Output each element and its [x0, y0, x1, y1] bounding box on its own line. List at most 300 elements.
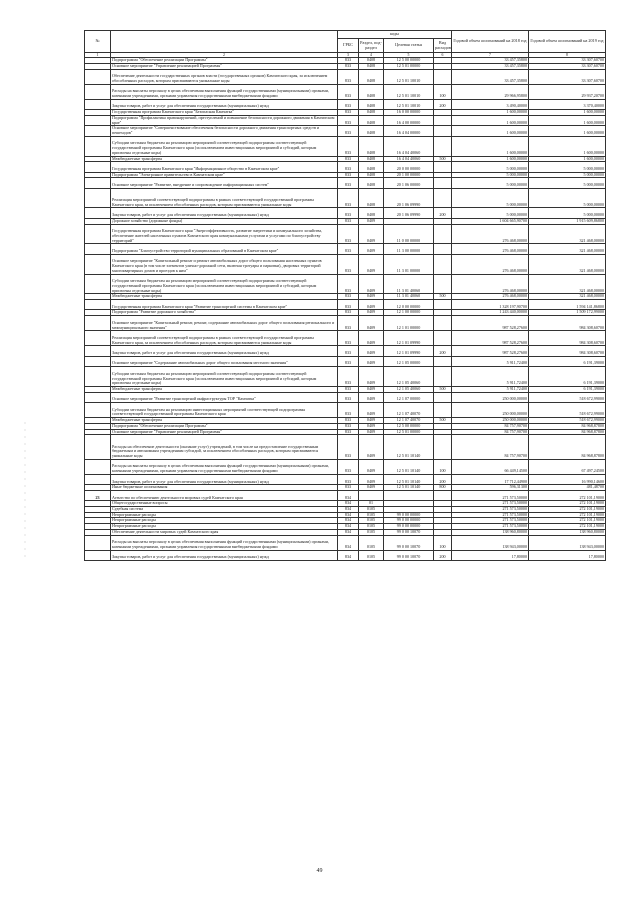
- row-value-2018: 276 468,00000: [452, 254, 529, 274]
- row-grbs: 833: [338, 162, 359, 172]
- row-value-2019: 272 101,19000: [529, 512, 606, 518]
- row-value-2019: 84 968,87800: [529, 429, 606, 435]
- row-type: [434, 316, 452, 331]
- row-target: 20 0 00 00000: [384, 162, 434, 172]
- row-type: 200: [434, 208, 452, 218]
- row-number: [85, 244, 111, 254]
- row-target: 20 1 00 00000: [384, 172, 434, 178]
- row-name: Подпрограмма "Электронное правительство в Камчатском крае": [111, 172, 338, 178]
- row-target: 12 1 07 40070: [384, 418, 434, 424]
- row-number: [85, 459, 111, 474]
- row-target: 99 0 00 00000: [384, 512, 434, 518]
- row-name: Субсидии местным бюджетам на реализацию мероприятий соответствующей подпрограммы соответствующей государственной программы Камчатского края (за исключением инвестиционных мероприятий и субсидий, которым присвоены отдельные коды): [111, 274, 338, 294]
- row-name: Субсидии местным бюджетам на реализацию мероприятий соответствующей подпрограммы соответствующей государственной программы Камчатского края (за исключением инвестиционных мероприятий и субсидий, которым присвоены отдельные коды): [111, 136, 338, 156]
- row-name: Закупка товаров, работ и услуг для обеспечения государственных (муниципальных) нужд: [111, 346, 338, 356]
- table-row: [85, 84, 606, 99]
- row-value-2018: 29 966,95800: [452, 84, 529, 99]
- row-name: Расходы на выплаты персоналу в целях обеспечения выполнения функций государственными (муниципальными) органами, казенными учреждениями, органами управления государственными внебюджетными фондами: [111, 459, 338, 474]
- row-value-2018: 1 604 665,90700: [452, 218, 529, 224]
- row-section: 0409: [359, 386, 384, 392]
- row-number: [85, 356, 111, 366]
- row-value-2018: 271 573,50000: [452, 518, 529, 524]
- table-row: [85, 208, 606, 218]
- row-type: [434, 115, 452, 125]
- table-header: [85, 31, 606, 58]
- row-value-2018: 1 600,00000: [452, 156, 529, 162]
- row-grbs: 833: [338, 254, 359, 274]
- row-section: 0408: [359, 58, 384, 64]
- row-value-2018: 271 573,50000: [452, 507, 529, 513]
- row-value-2019: 1 600,00000: [529, 126, 606, 136]
- row-value-2018: 596,31300: [452, 485, 529, 491]
- row-value-2018: 5 911,72400: [452, 367, 529, 387]
- row-section: 0409: [359, 392, 384, 402]
- table-row: [85, 254, 606, 274]
- row-name: Межбюджетные трансферты: [111, 294, 338, 300]
- row-name: Судебная система: [111, 507, 338, 513]
- row-value-2019: 1 594 141,86800: [529, 300, 606, 310]
- budget-table: [84, 30, 606, 561]
- row-value-2019: 272 101,19000: [529, 501, 606, 507]
- row-number: [85, 346, 111, 356]
- row-section: 0409: [359, 356, 384, 366]
- table-row: [85, 126, 606, 136]
- header-section: Раздел, под-раздел: [359, 39, 384, 53]
- row-section: 0409: [359, 485, 384, 491]
- row-type: 200: [434, 550, 452, 560]
- row-value-2019: 5 000,00000: [529, 208, 606, 218]
- row-value-2019: 5 000,00000: [529, 178, 606, 188]
- row-target: 12 5 01 10010: [384, 99, 434, 109]
- row-grbs: 833: [338, 459, 359, 474]
- row-number: [85, 178, 111, 188]
- index-cell: 4: [359, 53, 384, 58]
- row-value-2019: 1 915 609,86800: [529, 218, 606, 224]
- row-name: Подпрограмма "Обеспечение реализации Программы": [111, 423, 338, 429]
- row-value-2018: 17,80000: [452, 550, 529, 560]
- row-section: 0409: [359, 403, 384, 418]
- row-name: Субсидии местным бюджетам на реализацию мероприятий соответствующей подпрограммы соответствующей государственной программы Камчатского края (за исключением инвестиционных мероприятий и субсидий, которым присвоены отдельные коды): [111, 367, 338, 387]
- table-row: [85, 474, 606, 484]
- row-value-2018: 1 328 197,90700: [452, 300, 529, 310]
- index-cell: 8: [529, 53, 606, 58]
- row-name: Закупка товаров, работ и услуг для обеспечения государственных (муниципальных) нужд: [111, 99, 338, 109]
- row-value-2018: 1 600,00000: [452, 110, 529, 116]
- row-grbs: 833: [338, 244, 359, 254]
- row-type: 200: [434, 99, 452, 109]
- row-section: 0105: [359, 512, 384, 518]
- row-grbs: 833: [338, 423, 359, 429]
- row-value-2018: 271 573,50000: [452, 501, 529, 507]
- row-value-2019: 272 101,19000: [529, 524, 606, 530]
- row-grbs: 833: [338, 485, 359, 491]
- row-type: [434, 162, 452, 172]
- row-type: [434, 300, 452, 310]
- row-number: [85, 550, 111, 560]
- row-section: 0408: [359, 162, 384, 172]
- row-type: [434, 244, 452, 254]
- row-name: Общегосударственные вопросы: [111, 501, 338, 507]
- row-name: Основное мероприятие "Управление реализацией Программы": [111, 63, 338, 69]
- row-name: Обеспечение деятельности государственных органов власти (государственных органов) Камчатского края, за исключением обособленных расходов, которым присваиваются уникальные коды: [111, 69, 338, 84]
- row-name: Расходы на обеспечение деятельности (оказание услуг) учреждений, в том числе на предоставление государственным бюджетным и автономным учреждениям субсидий, за исключением обособленных расходов, которым присваиваются уникальные коды: [111, 435, 338, 460]
- row-grbs: 833: [338, 156, 359, 162]
- row-number: [85, 474, 111, 484]
- row-value-2019: 1 600,00000: [529, 110, 606, 116]
- row-number: [85, 224, 111, 244]
- row-target: 16 4 04 00000: [384, 126, 434, 136]
- row-section: 0105: [359, 524, 384, 530]
- header-2018: Годовой объем ассигнований на 2018 год: [452, 31, 529, 53]
- row-target: 12 1 07 40070: [384, 403, 434, 418]
- row-type: [434, 356, 452, 366]
- row-name: Основное мероприятие "Капитальный ремонт, ремонт, содержание автомобильных дорог общего пользования регионального и межмуниципального значения": [111, 316, 338, 331]
- row-target: 12 1 01 00000: [384, 316, 434, 331]
- row-name: Государственная программа Камчатского края "Информационное общество в Камчатском крае": [111, 162, 338, 172]
- header-grbs: ГРБС: [338, 39, 359, 53]
- row-grbs: 833: [338, 346, 359, 356]
- row-grbs: 833: [338, 126, 359, 136]
- row-value-2018: 276 468,00000: [452, 244, 529, 254]
- table-row: [85, 274, 606, 294]
- row-name: Основное мероприятие "Управление реализацией Программы": [111, 429, 338, 435]
- row-name: Дорожное хозяйство (дорожные фонды): [111, 218, 338, 224]
- row-section: 0408: [359, 136, 384, 156]
- row-target: 20 1 06 09990: [384, 208, 434, 218]
- table-row: [85, 162, 606, 172]
- row-value-2019: 3 370,40000: [529, 99, 606, 109]
- row-name: Государственная программа Камчатского края "Безопасная Камчатка": [111, 110, 338, 116]
- row-target: 12 5 01 00000: [384, 429, 434, 435]
- row-number: [85, 535, 111, 550]
- table-row: [85, 490, 606, 500]
- row-section: 0408: [359, 208, 384, 218]
- row-value-2019: 1 509 172,99000: [529, 310, 606, 316]
- table-row: [85, 136, 606, 156]
- row-name: Подпрограмма "Развитие дорожного хозяйства": [111, 310, 338, 316]
- row-grbs: 833: [338, 294, 359, 300]
- row-grbs: 833: [338, 356, 359, 366]
- row-value-2019: 321 468,00000: [529, 244, 606, 254]
- row-grbs: 833: [338, 63, 359, 69]
- row-section: 0409: [359, 429, 384, 435]
- row-name: Реализация мероприятий соответствующей подпрограммы в рамках соответствующей государственной программы Камчатского края, за исключением обособленных расходов, которым присваиваются уникальные коды: [111, 331, 338, 346]
- row-name: Непрограммные расходы: [111, 524, 338, 530]
- row-section: 0408: [359, 69, 384, 84]
- row-value-2019: 272 101,19000: [529, 518, 606, 524]
- row-type: 100: [434, 459, 452, 474]
- row-grbs: 833: [338, 218, 359, 224]
- header-2019: Годовой объем ассигнований на 2019 год: [529, 31, 606, 53]
- row-name: Иные бюджетные ассигнования: [111, 485, 338, 491]
- row-grbs: 833: [338, 224, 359, 244]
- row-type: 500: [434, 418, 452, 424]
- row-grbs: 834: [338, 550, 359, 560]
- page-number: 49: [316, 868, 323, 874]
- budget-table-page: [84, 30, 605, 561]
- row-name: Государственная программа Камчатского края "Энергоэффективность, развитие энергетики и коммунального хозяйства, обеспечение жителей населенных пунктов Камчатского края коммунальными услугами и услугами по благоустройству территорий": [111, 224, 338, 244]
- row-grbs: 833: [338, 110, 359, 116]
- row-grbs: 834: [338, 529, 359, 535]
- row-name: Межбюджетные трансферты: [111, 156, 338, 162]
- index-cell: 5: [384, 53, 434, 58]
- row-value-2019: 6 191,39000: [529, 386, 606, 392]
- row-value-2019: 518 672,99000: [529, 392, 606, 402]
- row-section: 0409: [359, 367, 384, 387]
- row-value-2019: 33 307,60700: [529, 69, 606, 84]
- row-target: 12 5 01 10140: [384, 474, 434, 484]
- row-target: 20 1 06 00000: [384, 178, 434, 188]
- row-name: Основное мероприятие "Совершенствование обеспечения безопасности дорожного движения транспортных средств и пешеходов": [111, 126, 338, 136]
- row-type: [434, 126, 452, 136]
- row-value-2018: 276 468,00000: [452, 274, 529, 294]
- row-name: Расходы на выплаты персоналу в целях обеспечения выполнения функций государственными (муниципальными) органами, казенными учреждениями, органами управления государственными внебюджетными фондами: [111, 535, 338, 550]
- row-type: [434, 435, 452, 460]
- row-type: [434, 254, 452, 274]
- row-number: [85, 162, 111, 172]
- row-value-2019: 321 468,00000: [529, 224, 606, 244]
- row-grbs: 834: [338, 512, 359, 518]
- row-grbs: 834: [338, 490, 359, 500]
- row-name: Основное мероприятие "Развитие, внедрение и сопровождение информационных систем": [111, 178, 338, 188]
- row-target: 12 1 00 00000: [384, 310, 434, 316]
- row-target: 16 4 04 40060: [384, 156, 434, 162]
- row-grbs: 833: [338, 115, 359, 125]
- row-section: 0409: [359, 294, 384, 300]
- row-number: [85, 316, 111, 331]
- row-grbs: 833: [338, 310, 359, 316]
- row-number: [85, 69, 111, 84]
- row-type: 800: [434, 485, 452, 491]
- header-type: Вид расходов: [434, 39, 452, 53]
- row-name: Государственная программа Камчатского края "Развитие транспортной системы в Камчатском крае": [111, 300, 338, 310]
- row-value-2019: 518 672,99000: [529, 403, 606, 418]
- row-number: [85, 136, 111, 156]
- row-number: [85, 435, 111, 460]
- row-target: 99 0 00 00000: [384, 524, 434, 530]
- row-name: Агентство по обеспечению деятельности мировых судей Камчатского края: [111, 490, 338, 500]
- row-value-2018: 5 000,00000: [452, 178, 529, 188]
- table-row: [85, 346, 606, 356]
- row-grbs: 834: [338, 507, 359, 513]
- row-target: 12 1 07 00000: [384, 392, 434, 402]
- row-number: 23: [85, 490, 111, 500]
- scan-mark: [18, 420, 32, 560]
- row-target: 11 3 01 40060: [384, 274, 434, 294]
- row-value-2018: 5 000,00000: [452, 188, 529, 208]
- row-type: 100: [434, 84, 452, 99]
- row-value-2018: 138 943,00000: [452, 535, 529, 550]
- row-type: 200: [434, 474, 452, 484]
- row-type: [434, 392, 452, 402]
- row-section: 0408: [359, 110, 384, 116]
- row-type: [434, 367, 452, 387]
- row-name: Закупка товаров, работ и услуг для обеспечения государственных (муниципальных) нужд: [111, 208, 338, 218]
- row-value-2019: 67 497,24500: [529, 459, 606, 474]
- row-number: [85, 300, 111, 310]
- row-section: 0409: [359, 435, 384, 460]
- index-cell: 2: [111, 53, 338, 58]
- row-target: 11 3 01 00000: [384, 254, 434, 274]
- row-grbs: 834: [338, 501, 359, 507]
- row-value-2019: 321 468,00000: [529, 274, 606, 294]
- row-value-2018: 276 468,00000: [452, 294, 529, 300]
- row-target: 12 0 00 00000: [384, 300, 434, 310]
- row-section: 0409: [359, 310, 384, 316]
- row-grbs: 834: [338, 518, 359, 524]
- row-value-2018: 3 490,40000: [452, 99, 529, 109]
- row-number: [85, 126, 111, 136]
- row-name: Основное мероприятие "Капитальный ремонт и ремонт автомобильных дорог общего пользования населенных пунктов Камчатского края (в том числе элементов улично-дорожной сети, включая тротуары и парковки), дворовых территорий многоквартирных домов и проездов к ним": [111, 254, 338, 274]
- row-grbs: 833: [338, 474, 359, 484]
- table-row: [85, 535, 606, 550]
- row-name: Основное мероприятие "Развитие транспортной инфраструктуры ТОР "Камчатка": [111, 392, 338, 402]
- row-section: 0105: [359, 507, 384, 513]
- row-value-2019: 1 600,00000: [529, 156, 606, 162]
- row-value-2018: 1 600,00000: [452, 136, 529, 156]
- row-value-2018: 1 243 440,00000: [452, 310, 529, 316]
- table-row: [85, 188, 606, 208]
- row-number: [85, 403, 111, 418]
- row-number: [85, 208, 111, 218]
- row-name: Подпрограмма "Благоустройство территорий муниципальных образований в Камчатском крае": [111, 244, 338, 254]
- row-target: 16 4 00 00000: [384, 115, 434, 125]
- row-value-2019: 984 308,60700: [529, 331, 606, 346]
- row-name: Закупка товаров, работ и услуг для обеспечения государственных (муниципальных) нужд: [111, 550, 338, 560]
- row-value-2019: 33 307,60700: [529, 63, 606, 69]
- table-row: [85, 69, 606, 84]
- row-target: 99 0 00 10070: [384, 529, 434, 535]
- row-value-2018: 5 000,00000: [452, 172, 529, 178]
- row-target: 16 0 00 00000: [384, 110, 434, 116]
- row-grbs: 834: [338, 535, 359, 550]
- row-value-2018: 17 712,44900: [452, 474, 529, 484]
- row-value-2018: 250 000,00000: [452, 418, 529, 424]
- row-grbs: 833: [338, 435, 359, 460]
- row-section: 0409: [359, 274, 384, 294]
- row-target: [384, 490, 434, 500]
- row-section: 0105: [359, 529, 384, 535]
- table-body: [85, 58, 606, 561]
- row-number: [85, 84, 111, 99]
- row-target: 12 1 05 00000: [384, 356, 434, 366]
- row-grbs: 833: [338, 316, 359, 331]
- table-row: [85, 300, 606, 310]
- row-target: 11 3 00 00000: [384, 244, 434, 254]
- table-row: [85, 367, 606, 387]
- row-type: [434, 274, 452, 294]
- row-section: 0408: [359, 156, 384, 162]
- row-type: 500: [434, 386, 452, 392]
- index-cell: 1: [85, 53, 111, 58]
- row-section: 0409: [359, 423, 384, 429]
- row-value-2019: 1 600,00000: [529, 136, 606, 156]
- row-type: [434, 136, 452, 156]
- row-section: 01: [359, 501, 384, 507]
- row-type: 200: [434, 346, 452, 356]
- row-type: 500: [434, 294, 452, 300]
- header-target: Целевая статья: [384, 39, 434, 53]
- row-target: 12 5 00 00000: [384, 58, 434, 64]
- row-value-2018: 33 457,35800: [452, 69, 529, 84]
- row-target: 12 5 01 10140: [384, 435, 434, 460]
- row-name: Реализация мероприятий соответствующей подпрограммы в рамках соответствующей государственной программы Камчатского края, за исключением обособленных расходов, которым присваиваются уникальные коды: [111, 188, 338, 208]
- row-target: 12 1 05 40060: [384, 386, 434, 392]
- row-number: [85, 115, 111, 125]
- row-grbs: 834: [338, 524, 359, 530]
- row-value-2018: 138 960,80000: [452, 529, 529, 535]
- row-section: 0408: [359, 188, 384, 208]
- row-value-2018: 33 457,35800: [452, 63, 529, 69]
- row-section: 0105: [359, 535, 384, 550]
- row-value-2019: 84 968,87800: [529, 423, 606, 429]
- row-target: 12 5 01 00000: [384, 63, 434, 69]
- row-target: 12 5 01 10010: [384, 69, 434, 84]
- row-grbs: 833: [338, 418, 359, 424]
- row-value-2018: 66 449,14500: [452, 459, 529, 474]
- row-value-2018: 1 600,00000: [452, 126, 529, 136]
- table-row: [85, 99, 606, 109]
- row-value-2018: 5 000,00000: [452, 162, 529, 172]
- header-no: №: [85, 31, 111, 53]
- row-section: 0409: [359, 300, 384, 310]
- row-section: 0408: [359, 63, 384, 69]
- index-cell: 7: [452, 53, 529, 58]
- row-type: 100: [434, 535, 452, 550]
- row-value-2019: 984 308,60700: [529, 316, 606, 331]
- row-section: 0409: [359, 316, 384, 331]
- table-row: [85, 403, 606, 418]
- row-grbs: 833: [338, 99, 359, 109]
- row-target: 99 0 00 00000: [384, 518, 434, 524]
- row-grbs: 833: [338, 331, 359, 346]
- table-row: [85, 224, 606, 244]
- row-value-2018: 84 757,90700: [452, 429, 529, 435]
- row-number: [85, 254, 111, 274]
- row-name: Межбюджетные трансферты: [111, 386, 338, 392]
- row-value-2018: 271 573,50000: [452, 524, 529, 530]
- row-section: 0105: [359, 518, 384, 524]
- header-codes: коды: [338, 31, 452, 39]
- row-section: 0409: [359, 459, 384, 474]
- row-number: [85, 188, 111, 208]
- row-type: [434, 331, 452, 346]
- row-grbs: 833: [338, 188, 359, 208]
- row-value-2018: 250 000,00000: [452, 403, 529, 418]
- row-grbs: 833: [338, 208, 359, 218]
- table-row: [85, 316, 606, 331]
- row-section: 0409: [359, 224, 384, 244]
- row-value-2019: 84 968,87800: [529, 435, 606, 460]
- row-section: 0409: [359, 244, 384, 254]
- row-target: 12 5 01 10140: [384, 485, 434, 491]
- table-row: [85, 435, 606, 460]
- row-value-2019: 272 101,19000: [529, 490, 606, 500]
- row-grbs: 833: [338, 392, 359, 402]
- row-name: Субсидии местным бюджетам на реализацию инвестиционных мероприятий соответствующей подпрограммы соответствующей государственной программы Камчатского края: [111, 403, 338, 418]
- row-number: [85, 274, 111, 294]
- row-value-2019: 5 000,00000: [529, 172, 606, 178]
- row-section: 0408: [359, 178, 384, 188]
- row-value-2019: 321 468,00000: [529, 294, 606, 300]
- row-section: 0409: [359, 218, 384, 224]
- row-value-2019: 5 000,00000: [529, 162, 606, 172]
- row-value-2018: 5 911,72400: [452, 386, 529, 392]
- row-value-2019: 138 943,00000: [529, 535, 606, 550]
- row-grbs: 833: [338, 367, 359, 387]
- row-value-2019: 17,80000: [529, 550, 606, 560]
- row-value-2019: 518 672,99000: [529, 418, 606, 424]
